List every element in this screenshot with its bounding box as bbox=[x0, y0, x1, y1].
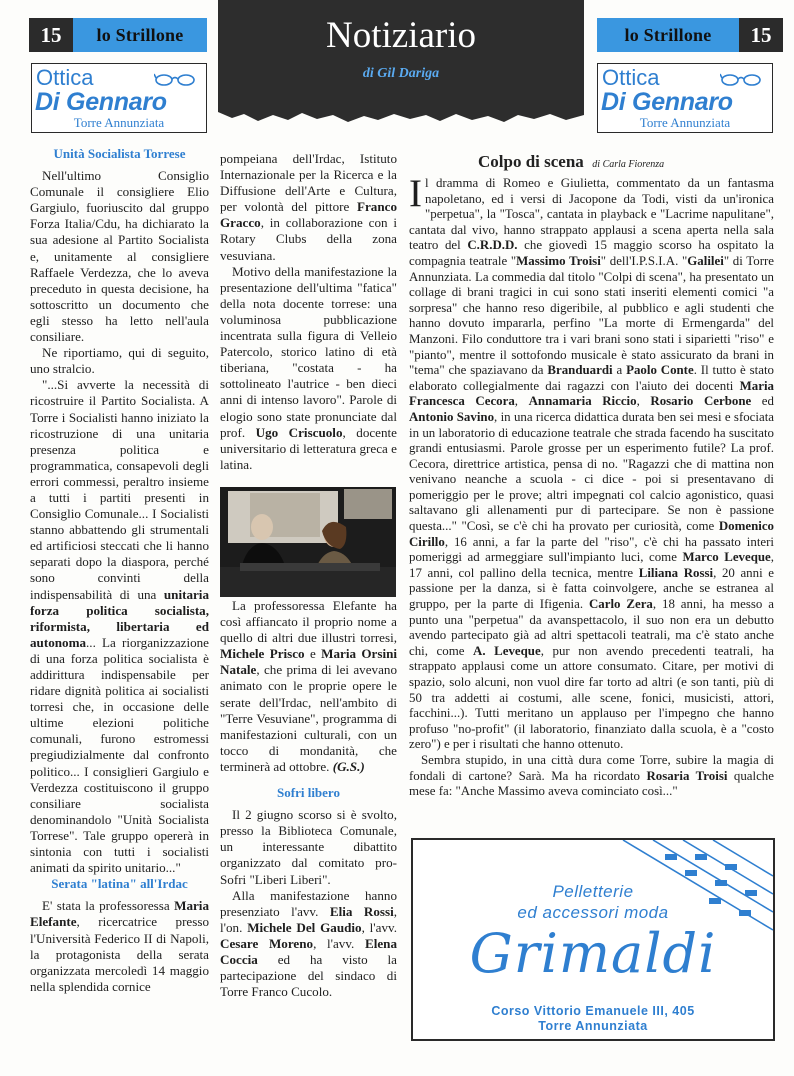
glasses-icon bbox=[720, 72, 762, 86]
article-heading: Serata "latina" all'Irdac bbox=[51, 876, 188, 892]
ad-grimaldi-address: Corso Vittorio Emanuele III, 405 bbox=[491, 1004, 695, 1018]
section-title: Notiziario bbox=[325, 15, 476, 56]
column-3 bbox=[409, 172, 775, 800]
header-tab-left bbox=[29, 18, 207, 52]
paragraph: E' stata la professoressa Maria Elefante, ricercatrice presso l'Università Federico II di Napoli, la protagonista della serata organizzata mercoledì 14 maggio nella splendida cornice bbox=[30, 898, 209, 994]
paragraph: Il 2 giugno scorso si è svolto, presso la Biblioteca Comunale, un interessante dibattito organizzato dal comitato pro-Sofri "Liberi Liberi". bbox=[220, 807, 397, 887]
ad-grimaldi bbox=[411, 838, 775, 1041]
ad-ottica-line1: Ottica bbox=[602, 65, 660, 90]
paragraph: Sembra stupido, in una città dura come Torre, subire la magia di fondali di cartone? Sarà. Ma ha ricordato Rosaria Troisi qualche mese fa: "Anche Massimo aveva cominciato così..." bbox=[409, 752, 774, 799]
event-photo bbox=[220, 487, 396, 597]
ad-ottica bbox=[597, 63, 773, 133]
ad-ottica-line2: Di Gennaro bbox=[601, 88, 733, 116]
ad-grimaldi-line2: ed accessori moda bbox=[517, 903, 669, 922]
section-byline: di Gil Dariga bbox=[362, 66, 440, 81]
ad-grimaldi-line1: Pelletterie bbox=[552, 882, 634, 901]
magazine-name: lo Strillone bbox=[73, 18, 207, 52]
ad-grimaldi-city: Torre Annunziata bbox=[538, 1019, 648, 1033]
magazine-name: lo Strillone bbox=[597, 18, 739, 52]
paragraph: La professoressa Elefante ha così affiancato il proprio nome a quello di altri due illustri torresi, Michele Prisco e Maria Orsini Natale, che prima di lei avevano animato con le proprie opere le serate dell'Irdac, nell'ambito di "Terre Vesuviane", programma di manifestazioni culturali, con un tocco di mondanità, che terminerà ad ottobre. (G.S.) bbox=[220, 598, 398, 774]
paragraph: Nell'ultimo Consiglio Comunale il consigliere Elio Gargiulo, fuoriuscito dal gruppo Forza Italia/Cdu, ha dichiarato la sua adesione al Partito Socialista e, unitamente al consigliere Raffaele Verdezza, che lo aveva preceduto in questa decisione, ha sottoscritto un documento che egli stesso ha letto nell'aula consiliare. bbox=[30, 168, 209, 345]
ad-ottica bbox=[31, 63, 207, 133]
article-title: Colpo di scena di Carla Fiorenza bbox=[478, 152, 665, 171]
header-tab-right bbox=[597, 18, 783, 52]
ad-ottica-line3: Torre Annunziata bbox=[639, 115, 731, 130]
column-1 bbox=[30, 146, 209, 995]
column-2 bbox=[220, 151, 397, 473]
paragraph: Ne riportiamo, qui di seguito, uno stralcio. bbox=[30, 345, 209, 377]
ad-grimaldi-name: Grimaldi bbox=[469, 922, 717, 985]
article-author: di Carla Fiorenza bbox=[592, 159, 665, 170]
article-heading: Sofri libero bbox=[277, 785, 340, 801]
paragraph: "...Si avverte la necessità di ricostruire il Partito Socialista. A Torre i Socialisti hanno iniziato la ricostruzione di una unitaria presenza politica e programmatica, consapevoli degli errori commessi, peraltro insieme a tutti i partiti presenti in Consiglio Comunale... I Socialisti stanno abbattendo gli strumentali ed artificiosi steccati che li hanno separati dopo la diaspora, perché sono convinti della indispensabilità di una unitaria forza politica socialista, riformista, libertaria ed autonoma... La riorganizzazione di una forza politica socialista è addirittura indispensabile per ridare dignità politica ai socialisti torresi che, in occasione delle ultime elezioni politiche comunali, furono estromessi pregiudizialmente dal confronto politico... I consiglieri Gargiulo e Verdezza costituiscono il gruppo consiliare socialista denominandolo "Unità Socialista Torrese". Tale gruppo opererà in sintonia con tutti i socialisti animati da spirito unitario..." bbox=[30, 377, 209, 876]
section-banner bbox=[218, 0, 584, 125]
page-number: 15 bbox=[29, 18, 73, 52]
glasses-icon bbox=[154, 72, 196, 86]
column-2-continued bbox=[220, 598, 397, 1000]
ad-ottica-line1: Ottica bbox=[36, 65, 94, 90]
article-heading: Unità Socialista Torrese bbox=[53, 146, 186, 161]
paragraph: Il dramma di Romeo e Giulietta, commentato da un fantasma napoletano, ed i versi di Jacopone da Todi, visti da un'ironica "perpetua", la "Tosca", cantata in playback e "Lacrime napulitane", cantata dal vivo, hanno strappato applausi a scena aperta nella sala teatro del C.R.D.D. che giovedì 15 maggio scorso ha ospitato la compagnia teatrale "Massimo Troisi" dell'I.P.S.I.A. "Galilei" di Torre Annunziata. La commedia dal titolo "Colpi di scena", ha presentato un collage di brani tragici in cui sono stati inseriti elementi comici "a sorpresa" che hanno reso digeribile, al pubblico e agli studenti che hanno dovuto impararla, perfino "La morte di Ermengarda" del Manzoni. Filo conduttore tra i vari brani sono stati i siparietti "riso" e "pianto", mentre il sottofondo musicale è stato assicurato da brani in "tema" che spaziavano da Branduardi a Paolo Conte. Il tutto è stato elaborato collegialmente dai ragazzi con l'aiuto dei docenti Maria Francesca Cecora, Annamaria Riccio, Rosario Cerbone ed Antonio Savino, in una ricerca didattica durata ben sei mesi e sfociata in un laboratorio di educazione teatrale che strada facendo ha suscitato grandi entusiasmi. Parole grosse per un esperimento futile? La prof. Cecora, direttrice artistica, pensa di no. "Ragazzi che di mattina non venivano neanche a scuola - ci dice - poi si presentavano di pomeriggio per le prove; altri impegnati col calcio agonistico, quasi saltavano gli allenamenti pur di partecipare. Se non è passione questa..." "Così, se c'è chi ha provato per curiosità, come Domenico Cirillo, 16 anni, a far la parte del "riso", c'è chi ha passato interi pomeriggi ad armeggiare sull'impianto luci, come Marco Leveque, 17 anni, col pallino della tecnica, mentre Liliana Rossi, 20 anni e passione per la danza, si è fatta coinvolgere, anche se estranea al gruppo, per la parte di Ifigenia. Carlo Zera, 18 anni, ha messo a punto una "perpetua" da avanspettacolo, il suo non era un debutto avendo partecipato già ad altri spettacoli teatrali, ma c'è stato anche chi, come A. Leveque, pur non avendo precedenti teatrali, ha strappato applausi come un attore consumato. Citare, per motivi di spazio, solo alcuni, non vuol dire far torto ad altri (e son tanti, più di 50 tra addetti ai costumi, alle scene, fonici, musicisti, attori, facchini...). Tutti meritano un applauso per l'impegno che hanno profuso "no-profit" (il laboratorio, finanziato dalla scuola, è a "costo zero") e per i risultati che hanno ottenuto. bbox=[409, 172, 775, 752]
ad-ottica-line3: Torre Annunziata bbox=[73, 115, 165, 130]
paragraph: Alla manifestazione hanno presenziato l'avv. Elia Rossi, l'on. Michele Del Gaudio, l'avv. Cesare Moreno, l'avv. Elena Coccia ed ha visto la partecipazione del sindaco di Torre Franco Cucolo. bbox=[220, 887, 397, 1000]
torn-edge bbox=[218, 106, 584, 126]
ad-ottica-line2: Di Gennaro bbox=[35, 88, 167, 116]
drop-cap: I bbox=[409, 172, 422, 215]
paragraph: pompeiana dell'Irdac, Istituto Internazionale per la Ricerca e la Diffusione dell'Arte e Cultura, per volontà del pittore Franco Gracco, in collaborazione con i Rotary Clubs della zona vesuviana. bbox=[220, 151, 397, 263]
paragraph: Motivo della manifestazione la presentazione dell'ultima "fatica" della nota docente torrese: una voluminosa pubblicazione incentrata sulla figura di Velleio Patercolo, storico latino di età tiberiana, "costata - ha sottolineato l'autrice - ben dieci anni di intenso lavoro". Parole di elogio sono state pronunciate dal prof. Ugo Criscuolo, docente universitario di letteratura greca e latina. bbox=[220, 263, 397, 472]
page-number: 15 bbox=[739, 18, 783, 52]
